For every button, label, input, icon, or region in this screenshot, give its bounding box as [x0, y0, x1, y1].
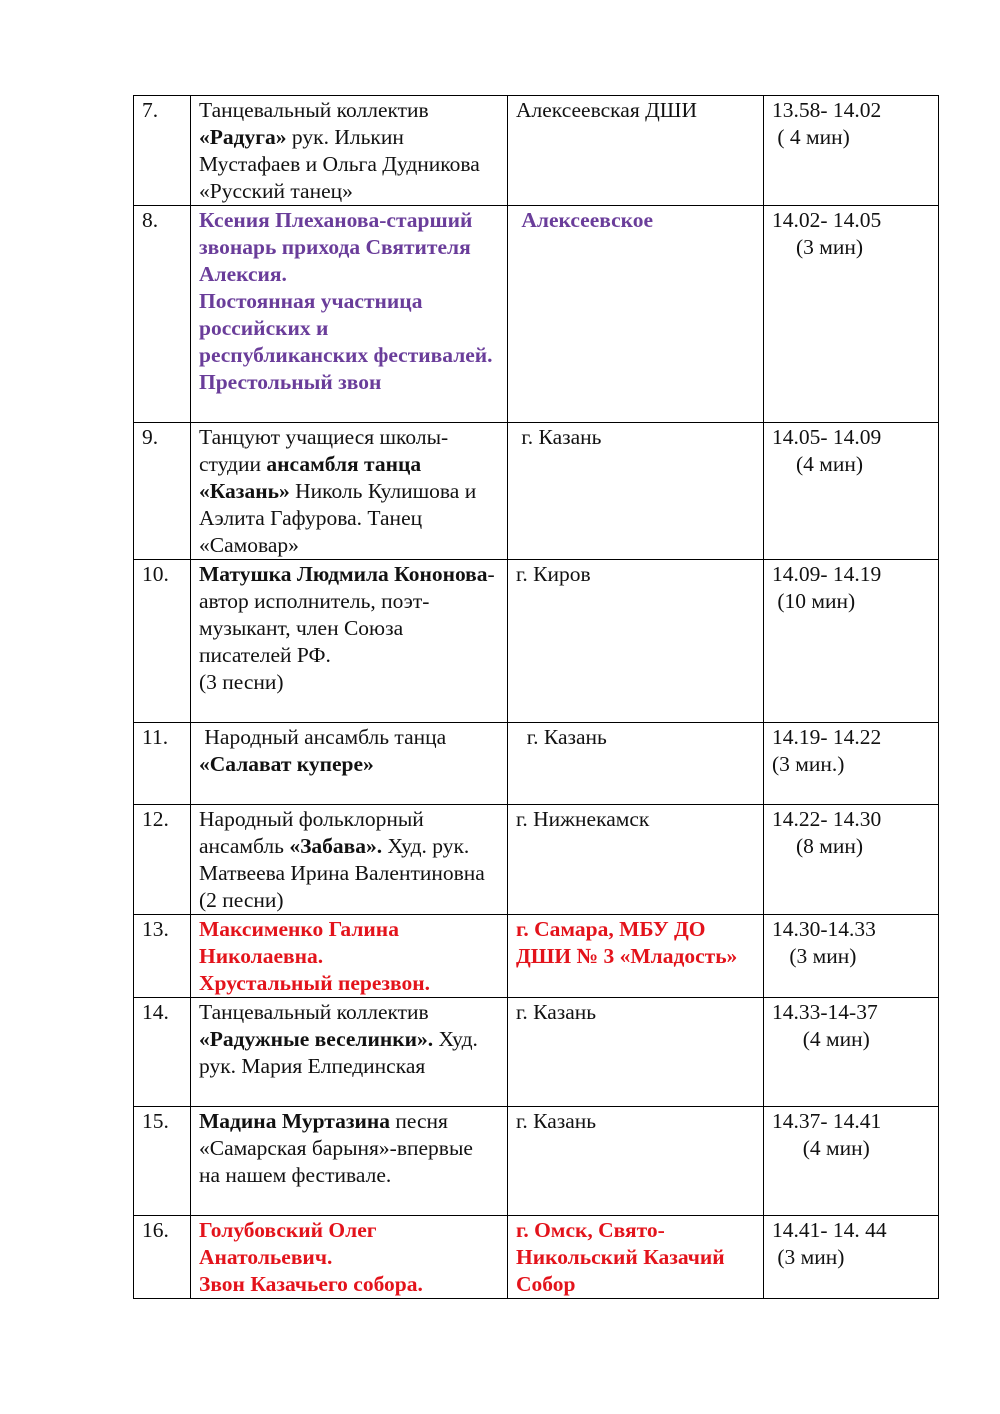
table-row: [134, 1216, 939, 1299]
row-number: 10.: [134, 560, 191, 723]
table-row: [134, 423, 939, 560]
table-row: [134, 723, 939, 805]
place-cell: г. Казань: [508, 723, 764, 805]
time-cell: 14.02- 14.05 (3 мин): [764, 206, 939, 423]
time-cell: 14.22- 14.30 (8 мин): [764, 805, 939, 915]
row-number: 15.: [134, 1107, 191, 1216]
time-cell: 14.41- 14. 44 (3 мин): [764, 1216, 939, 1299]
row-number: 12.: [134, 805, 191, 915]
row-number: 14.: [134, 998, 191, 1107]
table-row: [134, 915, 939, 998]
performer-cell: Народный ансамбль танца «Салават купере»: [191, 723, 508, 805]
place-cell: Алексеевская ДШИ: [508, 96, 764, 206]
time-cell: 14.33-14-37 (4 мин): [764, 998, 939, 1107]
performer-cell: Ксения Плеханова-старший звонарь прихода Святителя Алексия. Постоянная участница российских и республиканских фестивалей. Престольный звон: [191, 206, 508, 423]
performer-cell: Танцевальный коллектив «Радуга» рук. Илькин Мустафаев и Ольга Дудникова «Русский танец»: [191, 96, 508, 206]
table-row: [134, 206, 939, 423]
row-number: 7.: [134, 96, 191, 206]
time-cell: 13.58- 14.02 ( 4 мин): [764, 96, 939, 206]
place-cell: г. Нижнекамск: [508, 805, 764, 915]
performer-cell: Танцуют учащиеся школы-студии ансамбля танца «Казань» Николь Кулишова и Аэлита Гафурова. Танец «Самовар»: [191, 423, 508, 560]
table-row: [134, 96, 939, 206]
place-cell: г. Казань: [508, 998, 764, 1107]
place-cell: г. Омск, Свято-Никольский Казачий Собор: [508, 1216, 764, 1299]
place-cell: Алексеевское: [508, 206, 764, 423]
table-row: [134, 560, 939, 723]
performer-cell: Мадина Муртазина песня «Самарская барыня»-впервые на нашем фестивале.: [191, 1107, 508, 1216]
performer-cell: Танцевальный коллектив «Радужные веселинки». Худ. рук. Мария Елпединская: [191, 998, 508, 1107]
row-number: 13.: [134, 915, 191, 998]
performer-cell: Голубовский Олег Анатольевич. Звон Казачьего собора.: [191, 1216, 508, 1299]
time-cell: 14.37- 14.41 (4 мин): [764, 1107, 939, 1216]
time-cell: 14.05- 14.09 (4 мин): [764, 423, 939, 560]
place-cell: г. Самара, МБУ ДО ДШИ № 3 «Младость»: [508, 915, 764, 998]
table-row: [134, 1107, 939, 1216]
performer-cell: Матушка Людмила Кононова- автор исполнитель, поэт-музыкант, член Союза писателей РФ. (3 песни): [191, 560, 508, 723]
row-number: 11.: [134, 723, 191, 805]
time-cell: 14.19- 14.22 (3 мин.): [764, 723, 939, 805]
time-cell: 14.30-14.33 (3 мин): [764, 915, 939, 998]
row-number: 9.: [134, 423, 191, 560]
place-cell: г. Казань: [508, 423, 764, 560]
time-cell: 14.09- 14.19 (10 мин): [764, 560, 939, 723]
performer-cell: Народный фольклорный ансамбль «Забава». Худ. рук. Матвеева Ирина Валентиновна (2 песни): [191, 805, 508, 915]
table-row: [134, 998, 939, 1107]
table-row: [134, 805, 939, 915]
place-cell: г. Казань: [508, 1107, 764, 1216]
place-cell: г. Киров: [508, 560, 764, 723]
row-number: 16.: [134, 1216, 191, 1299]
performer-cell: Максименко Галина Николаевна. Хрустальный перезвон.: [191, 915, 508, 998]
row-number: 8.: [134, 206, 191, 423]
program-table: [133, 95, 939, 1299]
